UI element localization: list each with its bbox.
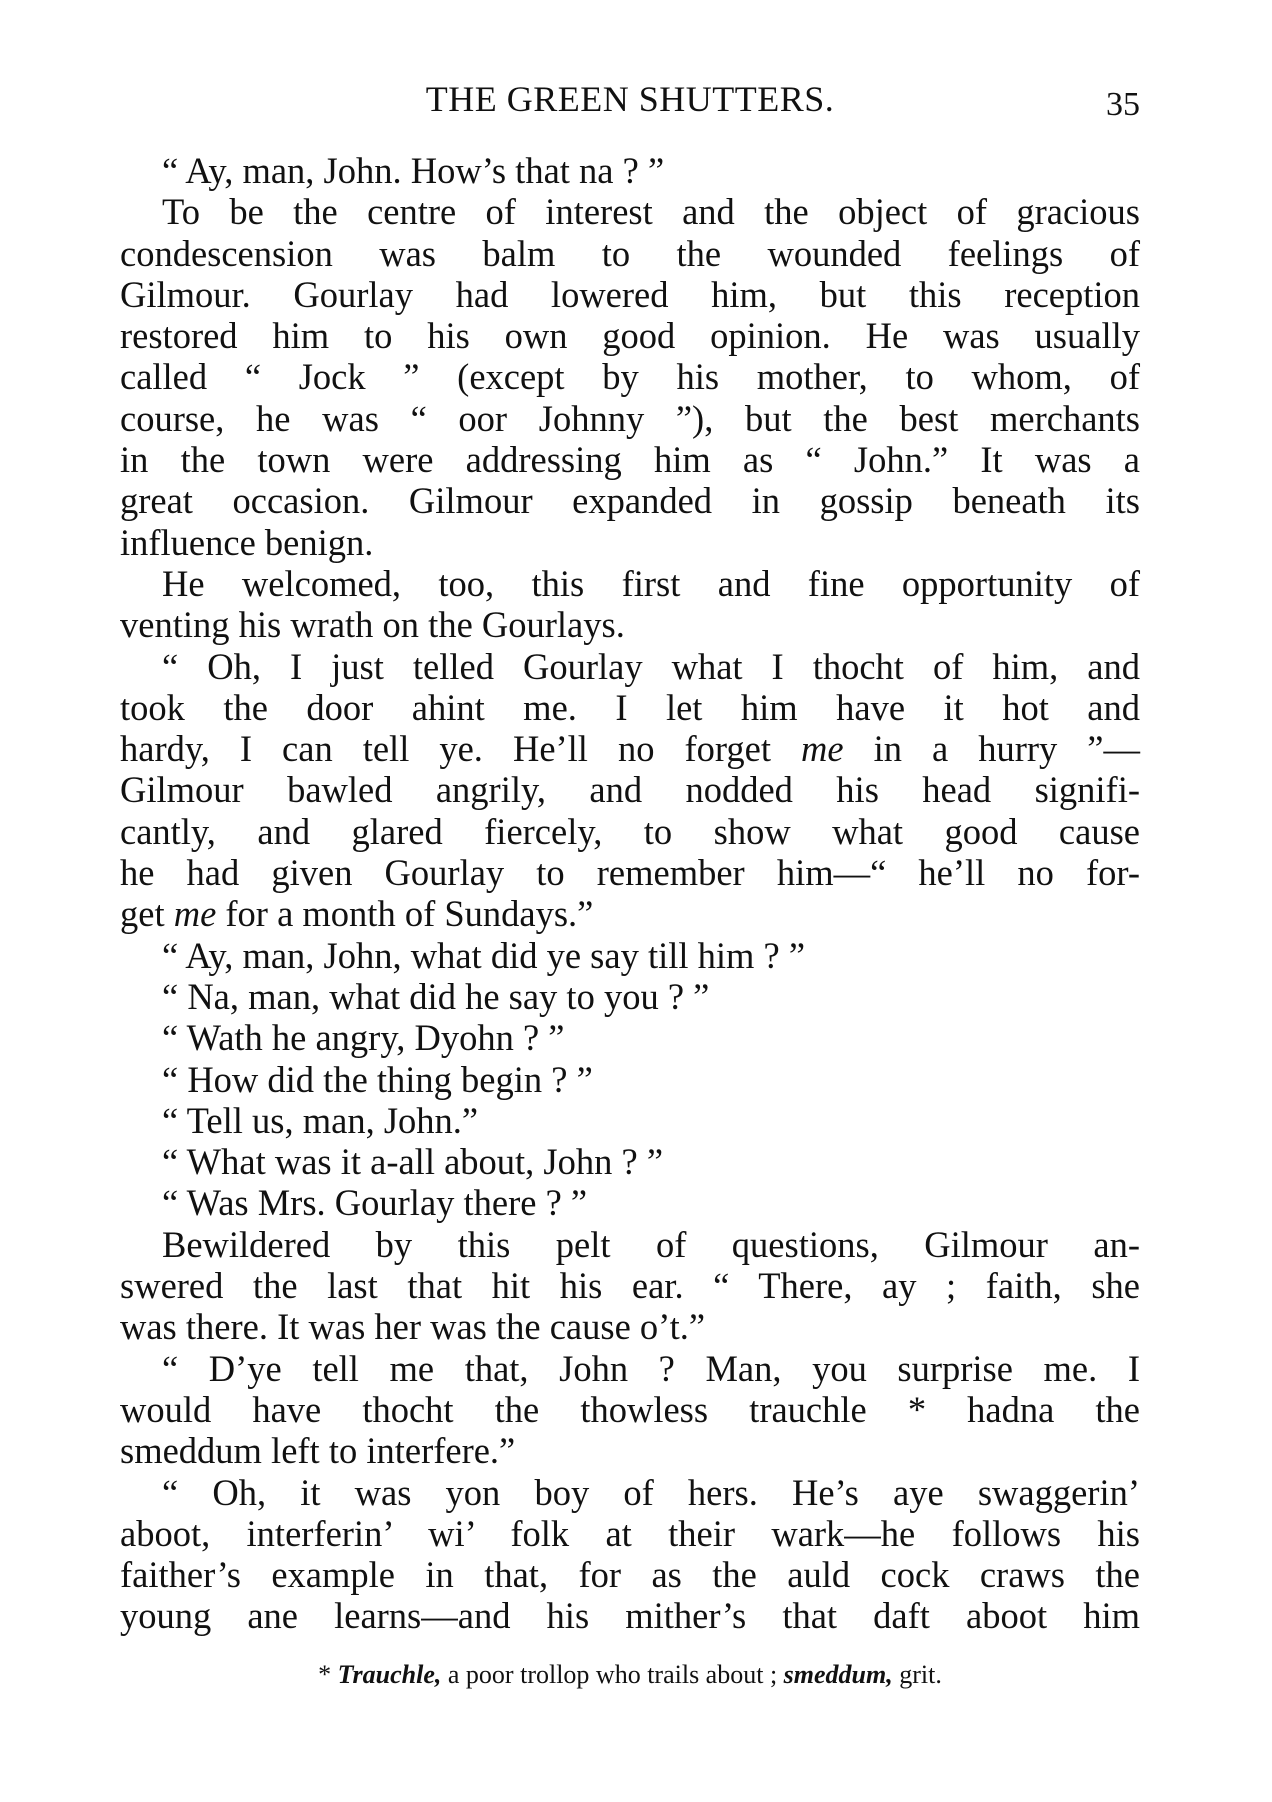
text-line: would have thocht the thowless trauchle * hadna the — [120, 1388, 1140, 1430]
text-line: “ Tell us, man, John.” — [162, 1099, 479, 1141]
text-line: condescension was balm to the wounded feelings of — [120, 232, 1140, 274]
text-line: course, he was “ oor Johnny ”), but the best merchants — [120, 397, 1140, 439]
footnote — [120, 1660, 1140, 1690]
text-line: was there. It was her was the cause o’t.” — [120, 1306, 706, 1348]
text-line: “ Ay, man, John, what did ye say till him ? ” — [162, 934, 806, 976]
text-line: aboot, interferin’ wi’ folk at their wark—he follows his — [120, 1512, 1140, 1554]
body-text — [120, 150, 1140, 1637]
footnote-term-trauchle: Trauchle, — [337, 1660, 442, 1689]
text-line: “ D’ye tell me that, John ? Man, you surprise me. I — [162, 1347, 1140, 1389]
text-line: “ What was it a-all about, John ? ” — [162, 1141, 664, 1183]
text-line: called “ Jock ” (except by his mother, to whom, of — [120, 356, 1140, 398]
page-header — [120, 78, 1140, 128]
text-line: faither’s example in that, for as the auld cock craws the — [120, 1554, 1140, 1596]
footnote-definition-smeddum: grit. — [892, 1660, 942, 1689]
text-line: “ Na, man, what did he say to you ? ” — [162, 975, 710, 1017]
text-line: great occasion. Gilmour expanded in gossip beneath its — [120, 480, 1140, 522]
text-line: “ Was Mrs. Gourlay there ? ” — [162, 1182, 588, 1224]
text-line: “ Ay, man, John. How’s that na ? ” — [162, 150, 665, 191]
footnote-marker: * — [318, 1660, 332, 1689]
text-line: “ How did the thing begin ? ” — [162, 1058, 593, 1100]
footnote-definition-trauchle: a poor trollop who trails about ; — [441, 1660, 784, 1689]
page-number: 35 — [1106, 86, 1140, 123]
text-line: took the door ahint me. I let him have it hot and — [120, 686, 1140, 728]
text-line: hardy, I can tell ye. He’ll no forget me in a hurry ”— — [120, 728, 1140, 770]
text-line: swered the last that hit his ear. “ There, ay ; faith, she — [120, 1265, 1140, 1307]
text-line: get me for a month of Sundays.” — [120, 893, 594, 935]
text-line: He welcomed, too, this first and fine opportunity of — [162, 562, 1140, 604]
text-line: “ Oh, I just telled Gourlay what I thocht of him, and — [162, 645, 1140, 687]
text-line: “ Wath he angry, Dyohn ? ” — [162, 1017, 565, 1059]
text-line: in the town were addressing him as “ John.” It was a — [120, 439, 1140, 481]
footnote-term-smeddum: smeddum, — [783, 1660, 893, 1689]
text-line: smeddum left to interfere.” — [120, 1430, 516, 1472]
text-line: “ Oh, it was yon boy of hers. He’s aye swaggerin’ — [162, 1471, 1140, 1513]
text-line: venting his wrath on the Gourlays. — [120, 604, 625, 646]
text-line: To be the centre of interest and the object of gracious — [162, 191, 1140, 233]
text-line: influence benign. — [120, 521, 374, 563]
text-line: Gilmour. Gourlay had lowered him, but this reception — [120, 273, 1140, 315]
text-line: Gilmour bawled angrily, and nodded his head signifi- — [120, 769, 1140, 811]
text-line: young ane learns—and his mither’s that daft aboot him — [120, 1595, 1140, 1637]
text-line: Bewildered by this pelt of questions, Gilmour an- — [162, 1223, 1140, 1265]
running-title: THE GREEN SHUTTERS. — [425, 79, 835, 119]
text-line: he had given Gourlay to remember him—“ he’ll no for- — [120, 852, 1140, 894]
text-line: cantly, and glared fiercely, to show what good cause — [120, 810, 1140, 852]
text-line: restored him to his own good opinion. He was usually — [120, 315, 1140, 357]
